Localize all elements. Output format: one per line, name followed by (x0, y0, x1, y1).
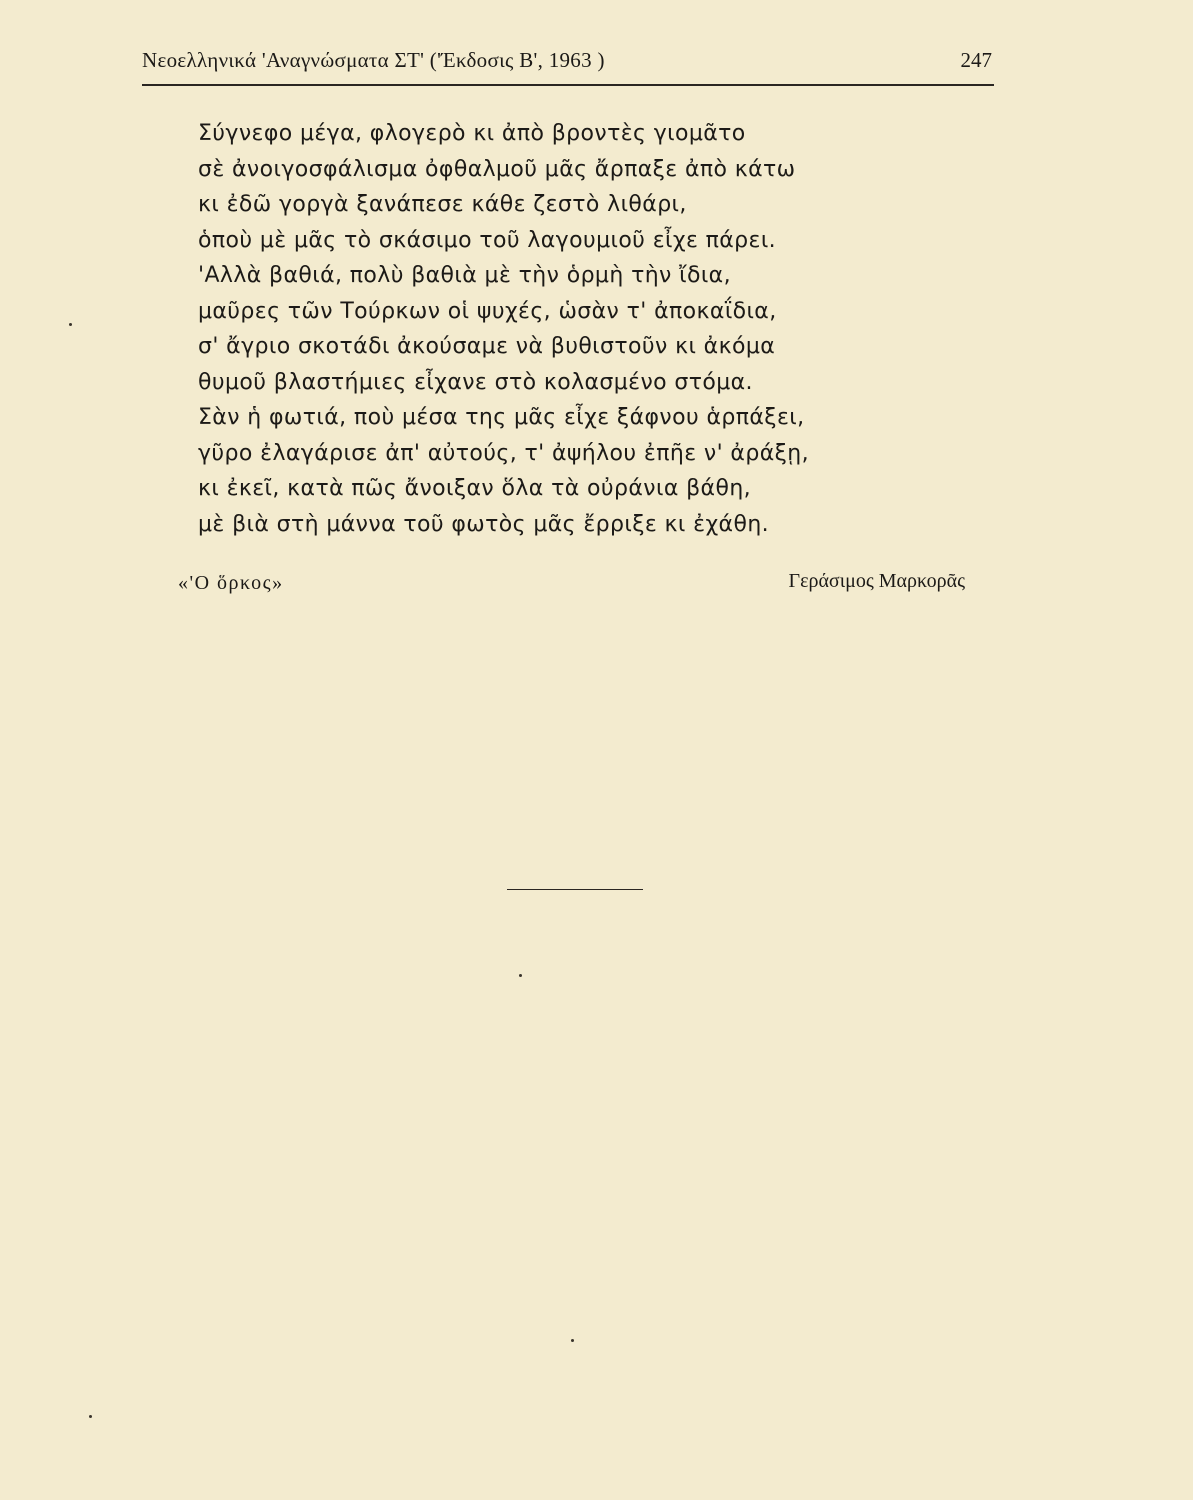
poem-line: σ' ἄγριο σκοτάδι ἀκούσαμε νὰ βυθιστοῦν κι ἀκόμα (198, 334, 776, 359)
poem-line: 'Αλλὰ βαθιά, πολὺ βαθιὰ μὲ τὴν ὁρμὴ τὴν ἴδια, (198, 263, 731, 288)
poem-line: γῦρο ἐλαγάρισε ἀπ' αὐτούς, τ' ἀψήλου ἐπῆε ν' ἀράξῃ, (198, 440, 810, 466)
print-speck (571, 1339, 574, 1342)
header-title: Νεοελληνικά 'Αναγνώσματα ΣΤ' ('Έκδοσις Β', 1963 ) (142, 48, 605, 72)
poem-source: «'Ο ὅρκος» (178, 572, 284, 594)
poem-author: Γεράσιμος Μαρκορᾶς (788, 570, 965, 592)
poem-line: Σύγνεφο μέγα, φλογερὸ κι ἀπὸ βροντὲς γιομᾶτο (198, 121, 746, 146)
section-divider (507, 889, 643, 890)
header-rule (142, 84, 994, 86)
print-speck (519, 974, 522, 977)
print-speck (69, 323, 72, 326)
print-speck (89, 1415, 92, 1418)
poem-line: ὁποὺ μὲ μᾶς τὸ σκάσιμο τοῦ λαγουμιοῦ εἶχε πάρει. (198, 227, 777, 253)
poem-line: θυμοῦ βλαστήμιες εἶχανε στὸ κολασμένο στόμα. (198, 369, 753, 395)
page-number: 247 (960, 48, 992, 72)
poem-line: μὲ βιὰ στὴ μάννα τοῦ φωτὸς μᾶς ἔρριξε κι ἐχάθη. (198, 511, 770, 537)
poem-line: Σὰν ἡ φωτιά, ποὺ μέσα της μᾶς εἶχε ξάφνου ἁρπάξει, (198, 405, 805, 430)
poem-line: κι ἐδῶ γοργὰ ξανάπεσε κάθε ζεστὸ λιθάρι, (198, 192, 687, 217)
poem-line: μαῦρες τῶν Τούρκων οἱ ψυχές, ὡσὰν τ' ἀποκαΐδια, (198, 298, 777, 324)
running-header (142, 44, 994, 78)
poem (198, 116, 958, 542)
poem-line: κι ἐκεῖ, κατὰ πῶς ἄνοιξαν ὅλα τὰ οὐράνια βάθη, (198, 476, 752, 501)
poem-line: σὲ ἀνοιγοσφάλισμα ὀφθαλμοῦ μᾶς ἄρπαξε ἀπὸ κάτω (198, 156, 796, 182)
